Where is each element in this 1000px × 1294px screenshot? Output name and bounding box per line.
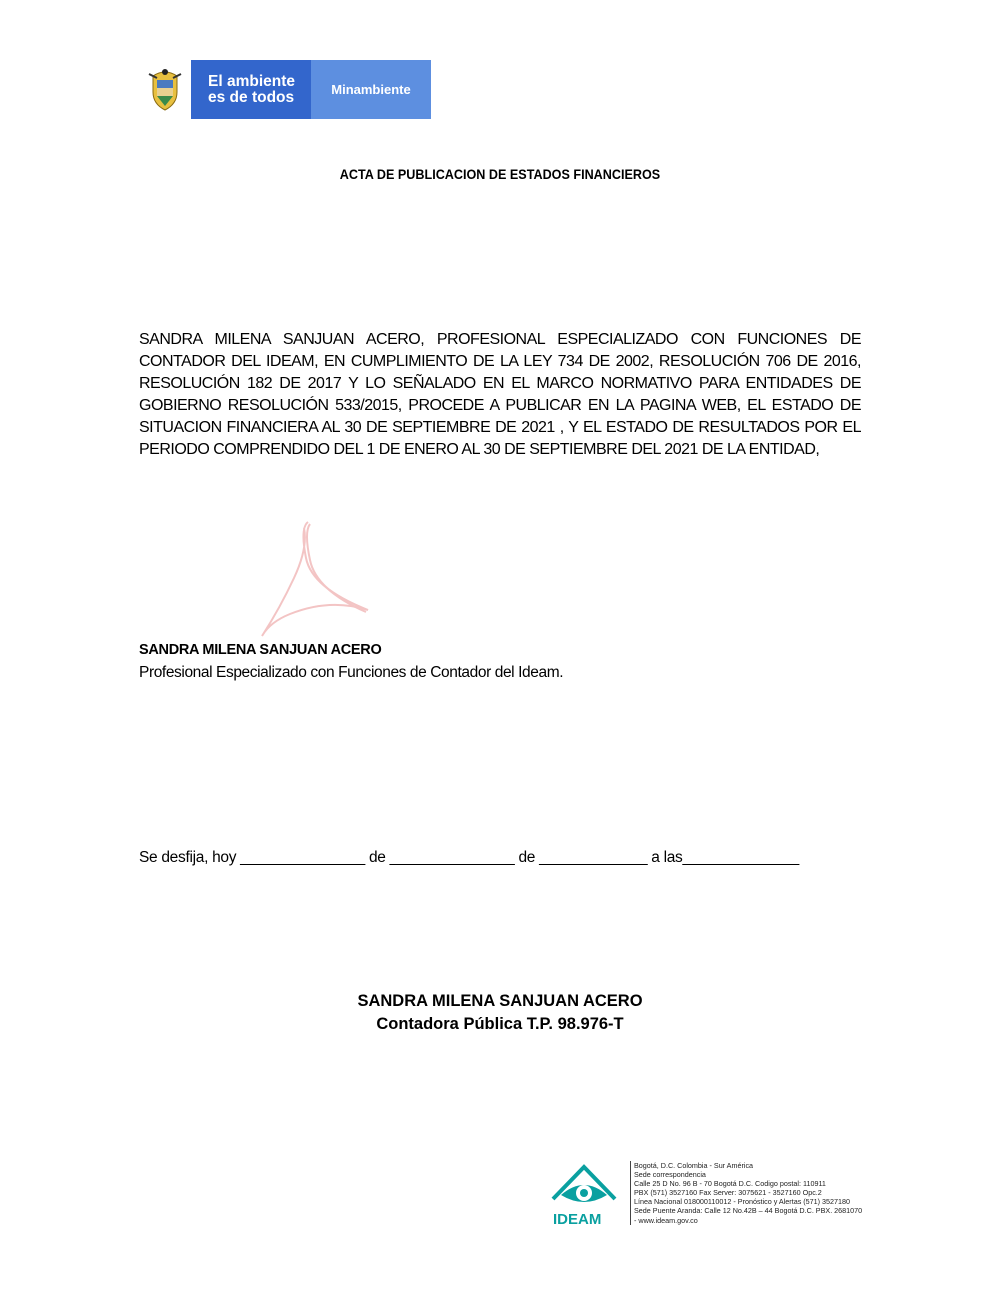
contact-line: PBX (571) 3527160 Fax Server: 3075621 - 3527160 Opc.2 bbox=[634, 1188, 822, 1198]
contact-line: Sede correspondencia bbox=[634, 1170, 706, 1180]
contact-line: Línea Nacional 018000110012 - Pronóstico y Alertas (571) 3527180 bbox=[634, 1197, 851, 1207]
contact-info bbox=[630, 1161, 862, 1225]
body-line: RESOLUCIÓN 182 DE 2017 Y LO SEÑALADO EN EL MARCO NORMATIVO PARA ENTIDADES DE bbox=[139, 375, 861, 392]
government-logo bbox=[139, 60, 431, 119]
slogan-line-1: El ambiente bbox=[208, 72, 295, 90]
coat-of-arms-icon bbox=[139, 60, 191, 119]
signature-role: Profesional Especializado con Funciones de Contador del Ideam. bbox=[139, 664, 564, 681]
body-paragraph bbox=[139, 329, 861, 461]
ministry-label: Minambiente bbox=[311, 60, 431, 119]
slogan-line-2: es de todos bbox=[208, 88, 295, 106]
document-title: ACTA DE PUBLICACION DE ESTADOS FINANCIEROS bbox=[339, 166, 661, 182]
signature-watermark-icon bbox=[250, 518, 375, 648]
desfija-line: Se desfija, hoy _______________ de _______________ de _____________ a las______________ bbox=[139, 849, 799, 866]
body-line: PERIODO COMPRENDIDO DEL 1 DE ENERO AL 30 DE SEPTIEMBRE DEL 2021 DE LA ENTIDAD, bbox=[139, 441, 820, 458]
footer-signer-name: SANDRA MILENA SANJUAN ACERO bbox=[357, 992, 643, 1010]
body-line: SITUACION FINANCIERA AL 30 DE SEPTIEMBRE DE 2021 , Y EL ESTADO DE RESULTADOS POR EL bbox=[139, 419, 861, 436]
contact-line: - www.ideam.gov.co bbox=[634, 1215, 698, 1225]
signature-name: SANDRA MILENA SANJUAN ACERO bbox=[139, 642, 382, 658]
contact-line: Sede Puente Aranda: Calle 12 No.42B – 44 Bogotá D.C. PBX. 2681070 bbox=[634, 1206, 863, 1216]
ideam-label: IDEAM bbox=[553, 1211, 602, 1228]
slogan bbox=[208, 74, 295, 106]
contact-line: Calle 25 D No. 96 B - 70 Bogotá D.C. Codigo postal: 110911 bbox=[634, 1179, 826, 1189]
logo-slogan-block bbox=[139, 60, 311, 119]
footer-signer-title: Contadora Pública T.P. 98.976-T bbox=[376, 1015, 624, 1033]
body-line: CONTADOR DEL IDEAM, EN CUMPLIMIENTO DE LA LEY 734 DE 2002, RESOLUCIÓN 706 DE 2016, bbox=[139, 353, 861, 370]
body-line: SANDRA MILENA SANJUAN ACERO, PROFESIONAL ESPECIALIZADO CON FUNCIONES DE bbox=[139, 331, 861, 348]
contact-line: Bogotá, D.C. Colombia - Sur América bbox=[634, 1161, 754, 1170]
body-line: GOBIERNO RESOLUCIÓN 533/2015, PROCEDE A PUBLICAR EN LA PAGINA WEB, EL ESTADO DE bbox=[139, 397, 861, 414]
